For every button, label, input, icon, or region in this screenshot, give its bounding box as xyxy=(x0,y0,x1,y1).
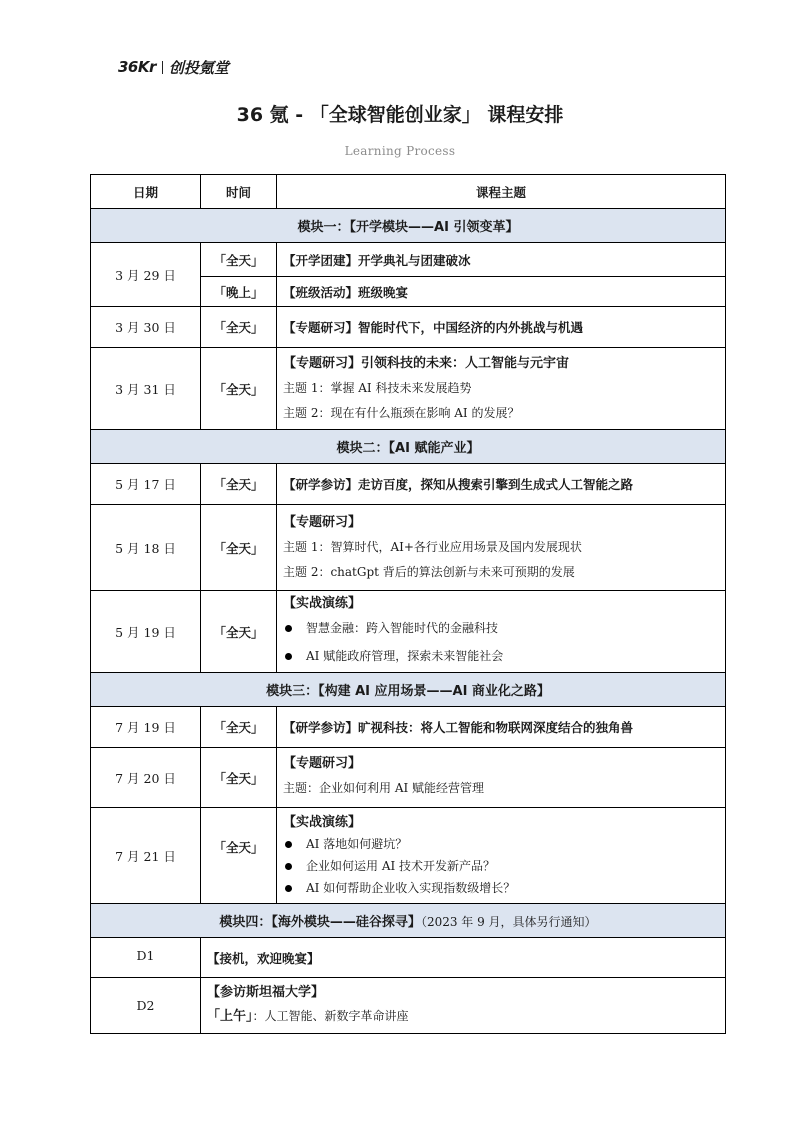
module-title xyxy=(91,904,726,938)
time-cell: 「全天」 xyxy=(201,464,277,505)
bullet-item xyxy=(283,877,719,899)
bullet-item xyxy=(283,855,719,877)
table-row xyxy=(91,748,726,808)
session-label: 「上午」 xyxy=(207,1008,253,1024)
module-title: 模块三：【构建 AI 应用场景——AI 商业化之路】 xyxy=(91,673,726,707)
topic-heading: 【实战演练】 xyxy=(283,596,362,611)
topic-cell xyxy=(277,348,726,430)
bullet-icon xyxy=(285,863,292,870)
bullet-text: 企业如何运用 AI 技术开发新产品？ xyxy=(306,859,496,873)
bullet-icon xyxy=(285,885,292,892)
topic-cell xyxy=(277,591,726,673)
table-row xyxy=(91,243,726,277)
topic-subtitle: 主题 1：掌握 AI 科技未来发展趋势 xyxy=(283,381,472,395)
module-row xyxy=(91,673,726,707)
time-cell: 「全天」 xyxy=(201,808,277,904)
topic-subtitle xyxy=(207,1003,719,1030)
table-row xyxy=(91,978,726,1034)
topic-cell: 【接机，欢迎晚宴】 xyxy=(201,938,726,978)
topic-cell xyxy=(277,505,726,591)
topic-subtitle: 主题 1：智算时代，AI+各行业应用场景及国内发展现状 xyxy=(283,540,582,554)
date-cell: D1 xyxy=(91,938,201,978)
topic-heading: 【实战演练】 xyxy=(283,815,362,830)
table-row xyxy=(91,505,726,591)
bullet-icon xyxy=(285,625,292,632)
module-row xyxy=(91,209,726,243)
topic-cell: 【研学参访】走访百度，探知从搜索引擎到生成式人工智能之路 xyxy=(277,464,726,505)
table-row xyxy=(91,464,726,505)
logo-divider xyxy=(162,61,163,74)
topic-cell: 【班级活动】班级晚宴 xyxy=(277,277,726,307)
logo-mark: 36Kr xyxy=(118,58,156,76)
bullet-item xyxy=(283,614,719,642)
bullet-text: AI 落地如何避坑？ xyxy=(306,837,408,851)
bullet-icon xyxy=(285,653,292,660)
date-cell: 5 月 19 日 xyxy=(91,591,201,673)
bullet-text: AI 赋能政府管理，探索未来智能社会 xyxy=(306,649,504,663)
module-note: （2023 年 9 月，具体另行通知） xyxy=(420,915,597,929)
page-title: 36 氪 - 「全球智能创业家」 课程安排 xyxy=(236,104,564,126)
module-row xyxy=(91,904,726,938)
topic-heading: 【专题研习】 xyxy=(283,515,362,530)
bullet-text: 智慧金融：跨入智能时代的金融科技 xyxy=(306,621,499,635)
table-row xyxy=(91,591,726,673)
date-cell: D2 xyxy=(91,978,201,1034)
date-cell: 7 月 21 日 xyxy=(91,808,201,904)
time-cell: 「全天」 xyxy=(201,707,277,748)
topic-cell xyxy=(201,978,726,1034)
topic-heading: 【参访斯坦福大学】 xyxy=(207,984,325,1000)
topic-cell xyxy=(277,808,726,904)
date-cell: 3 月 30 日 xyxy=(91,307,201,348)
topic-heading: 【专题研习】引领科技的未来：人工智能与元宇宙 xyxy=(283,356,570,371)
table-row xyxy=(91,707,726,748)
table-row xyxy=(91,938,726,978)
table-header-row xyxy=(91,175,726,209)
module-row xyxy=(91,430,726,464)
topic-cell: 【开学团建】开学典礼与团建破冰 xyxy=(277,243,726,277)
time-cell: 「全天」 xyxy=(201,748,277,808)
time-cell: 「全天」 xyxy=(201,591,277,673)
module-title: 模块一：【开学模块——AI 引领变革】 xyxy=(91,209,726,243)
date-cell: 3 月 29 日 xyxy=(91,243,201,307)
module-title: 模块二：【AI 赋能产业】 xyxy=(91,430,726,464)
topic-cell: 【专题研习】智能时代下，中国经济的内外挑战与机遇 xyxy=(277,307,726,348)
session-text: ：人工智能、新数字革命讲座 xyxy=(252,1008,409,1023)
table-row xyxy=(91,348,726,430)
logo-brand: 创投氪堂 xyxy=(168,58,229,77)
date-cell: 3 月 31 日 xyxy=(91,348,201,430)
topic-subtitle: 主题 2：chatGpt 背后的算法创新与未来可预期的发展 xyxy=(283,565,575,579)
schedule-table xyxy=(90,174,726,1034)
time-cell: 「全天」 xyxy=(201,243,277,277)
date-cell: 7 月 20 日 xyxy=(91,748,201,808)
time-cell: 「全天」 xyxy=(201,307,277,348)
date-cell: 5 月 17 日 xyxy=(91,464,201,505)
time-cell: 「晚上」 xyxy=(201,277,277,307)
column-header-time: 时间 xyxy=(201,175,277,209)
bullet-item xyxy=(283,833,719,855)
topic-cell xyxy=(277,748,726,808)
topic-cell: 【研学参访】旷视科技：将人工智能和物联网深度结合的独角兽 xyxy=(277,707,726,748)
time-cell: 「全天」 xyxy=(201,505,277,591)
date-cell: 7 月 19 日 xyxy=(91,707,201,748)
time-cell: 「全天」 xyxy=(201,348,277,430)
bullet-item xyxy=(283,642,719,670)
module-title-text: 模块四：【海外模块——硅谷探寻】 xyxy=(219,915,421,930)
date-cell: 5 月 18 日 xyxy=(91,505,201,591)
column-header-date: 日期 xyxy=(91,175,201,209)
page-subtitle: Learning Process xyxy=(344,144,456,158)
topic-heading: 【专题研习】 xyxy=(283,756,362,771)
logo xyxy=(118,56,229,78)
topic-subtitle: 主题：企业如何利用 AI 赋能经营管理 xyxy=(283,781,485,795)
bullet-text: AI 如何帮助企业收入实现指数级增长？ xyxy=(306,881,516,895)
topic-subtitle: 主题 2：现在有什么瓶颈在影响 AI 的发展？ xyxy=(283,406,520,420)
bullet-icon xyxy=(285,841,292,848)
table-row xyxy=(91,808,726,904)
table-row xyxy=(91,307,726,348)
column-header-topic: 课程主题 xyxy=(277,175,726,209)
